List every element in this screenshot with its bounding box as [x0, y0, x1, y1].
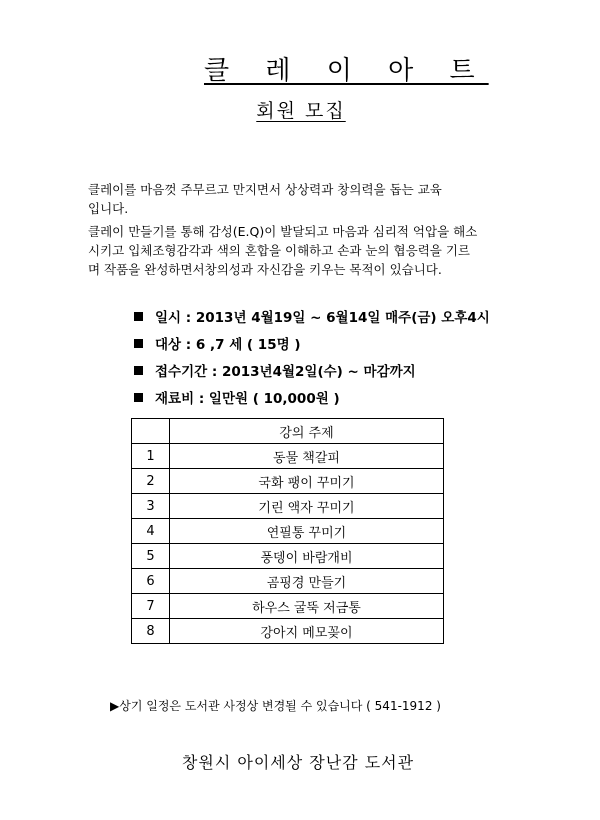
table-header-row	[132, 419, 444, 444]
schedule-change-notice: ▶상기 일정은 도서관 사정상 변경될 수 있습니다 ( 541-1912 )	[110, 699, 441, 713]
row-topic: 풍뎅이 바람개비	[170, 544, 444, 569]
row-number: 2	[132, 469, 170, 494]
organization-name: 창원시 아이세상 장난감 도서관	[181, 753, 415, 772]
table-row	[132, 519, 444, 544]
info-target	[134, 333, 301, 353]
square-bullet-icon	[134, 393, 143, 402]
row-number: 3	[132, 494, 170, 519]
page-subtitle: 회원 모집	[256, 100, 346, 122]
info-schedule-text: 일시 : 2013년 4월19일 ~ 6월14일 매주(금) 오후4시	[155, 310, 490, 326]
table-row	[132, 544, 444, 569]
info-fee	[134, 387, 340, 407]
info-target-text: 대상 : 6 ,7 세 ( 15명 )	[155, 337, 301, 353]
info-schedule	[134, 306, 490, 326]
row-number: 7	[132, 594, 170, 619]
row-topic: 기린 액자 꾸미기	[170, 494, 444, 519]
row-topic: 강아지 메모꽂이	[170, 619, 444, 644]
table-row	[132, 594, 444, 619]
info-fee-text: 재료비 : 일만원 ( 10,000원 )	[155, 391, 340, 407]
row-number: 6	[132, 569, 170, 594]
intro-line: 입니다.	[88, 201, 129, 216]
row-number: 4	[132, 519, 170, 544]
row-topic: 국화 팽이 꾸미기	[170, 469, 444, 494]
row-topic: 곰핑경 만들기	[170, 569, 444, 594]
table-row	[132, 444, 444, 469]
table-row	[132, 494, 444, 519]
row-topic: 연필통 꾸미기	[170, 519, 444, 544]
table-header-topic: 강의 주제	[170, 419, 444, 444]
info-registration-text: 접수기간 : 2013년4월2일(수) ~ 마감까지	[155, 364, 416, 380]
table-header-num	[132, 419, 170, 444]
row-number: 1	[132, 444, 170, 469]
info-registration	[134, 360, 416, 380]
table-row	[132, 569, 444, 594]
table-row	[132, 619, 444, 644]
row-number: 8	[132, 619, 170, 644]
intro-line: 클레이 만들기를 통해 감성(E.Q)이 발달되고 마음과 심리적 억압을 해소	[88, 224, 478, 239]
lecture-topics-table	[131, 418, 444, 644]
square-bullet-icon	[134, 366, 143, 375]
row-topic: 하우스 굴뚝 저금통	[170, 594, 444, 619]
intro-line: 며 작품을 완성하면서창의성과 자신감을 키우는 목적이 있습니다.	[88, 262, 442, 277]
row-topic: 동물 책갈피	[170, 444, 444, 469]
square-bullet-icon	[134, 339, 143, 348]
table-row	[132, 469, 444, 494]
row-number: 5	[132, 544, 170, 569]
intro-line: 클레이를 마음껏 주무르고 만지면서 상상력과 창의력을 돕는 교육	[88, 182, 442, 197]
page-title: 클 레 이 아 트	[204, 56, 489, 86]
intro-line: 시키고 입체조형감각과 색의 혼합을 이해하고 손과 눈의 협응력을 기르	[88, 243, 470, 258]
square-bullet-icon	[134, 312, 143, 321]
